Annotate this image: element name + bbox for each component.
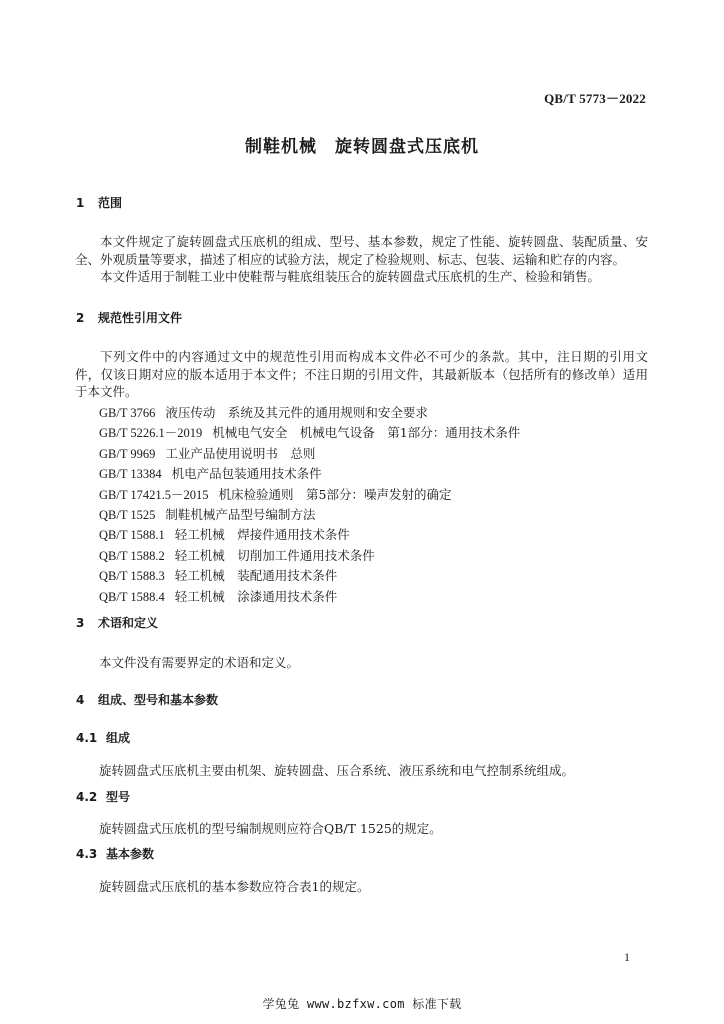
section-title: 术语和定义	[98, 616, 159, 630]
reference-title: 轻工机械 涂漆通用技术条件	[174, 588, 338, 604]
section-number: 4	[76, 693, 85, 707]
reference-item	[99, 403, 520, 423]
standard-number: QB/T 5773－2022	[544, 91, 646, 106]
reference-title: 机电产品包装通用技术条件	[171, 466, 322, 482]
reference-code: QB/T 1588.4	[99, 589, 165, 604]
subsection-number: 4.3	[76, 847, 98, 861]
reference-item	[99, 525, 520, 545]
section-1-heading	[76, 194, 122, 211]
basic-parameters-text: 旋转圆盘式压底机的基本参数应符合表1的规定。	[99, 879, 370, 894]
normative-references-intro: 下列文件中的内容通过文中的规范性引用而构成本文件必不可少的条款。其中，注日期的引用文件，仅该日期对应的版本适用于本文件；不注日期的引用文件，其最新版本（包括所有的修改单）适用于本文件。	[75, 349, 648, 399]
reference-code: QB/T 1588.2	[99, 548, 165, 563]
reference-title: 机械电气安全 机械电气设备 第1部分：通用技术条件	[212, 425, 521, 441]
subsection-title: 基本参数	[106, 847, 155, 861]
reference-code: QB/T 1588.1	[99, 528, 165, 543]
reference-item	[99, 566, 520, 586]
reference-title: 轻工机械 切削加工件通用技术条件	[174, 547, 375, 563]
reference-item	[99, 423, 520, 443]
reference-code: QB/T 1525	[99, 508, 156, 523]
section-number: 3	[76, 616, 85, 630]
document-title: 制鞋机械 旋转圆盘式压底机	[245, 137, 479, 157]
section-4-heading	[76, 691, 218, 708]
reference-item	[99, 485, 520, 505]
subsection-title: 组成	[106, 731, 131, 745]
reference-item	[99, 444, 520, 464]
reference-item	[99, 546, 520, 566]
page-number: 1	[624, 950, 630, 964]
section-2-heading	[76, 309, 182, 326]
reference-list	[99, 403, 520, 607]
reference-title: 轻工机械 焊接件通用技术条件	[174, 527, 350, 543]
reference-code: GB/T 5226.1－2019	[99, 426, 203, 441]
reference-title: 轻工机械 装配通用技术条件	[174, 568, 338, 584]
reference-item	[99, 464, 520, 484]
reference-code: GB/T 3766	[99, 406, 156, 420]
subsection-title: 型号	[106, 790, 131, 804]
scope-paragraph-2: 本文件适用于制鞋工业中使鞋帮与鞋底组装压合的旋转圆盘式压底机的生产、检验和销售。	[100, 269, 601, 284]
section-number: 1	[76, 196, 85, 210]
reference-title: 机床检验通则 第5部分：噪声发射的确定	[218, 486, 452, 502]
subsection-number: 4.1	[76, 731, 98, 745]
section-number: 2	[76, 311, 85, 325]
reference-code: GB/T 17421.5－2015	[99, 487, 209, 502]
section-3-heading	[76, 614, 158, 631]
subsection-number: 4.2	[76, 790, 98, 804]
section-title: 范围	[98, 196, 123, 210]
subsection-4-2-heading	[76, 788, 130, 805]
composition-text: 旋转圆盘式压底机主要由机架、旋转圆盘、压合系统、液压系统和电气控制系统组成。	[99, 763, 575, 778]
section-title: 规范性引用文件	[98, 311, 183, 325]
subsection-4-3-heading	[76, 845, 154, 862]
scope-paragraph-1: 本文件规定了旋转圆盘式压底机的组成、型号、基本参数，规定了性能、旋转圆盘、装配质量、安全、外观质量等要求，描述了相应的试验方法，规定了检验规则、标志、包装、运输和贮存的内容。	[75, 234, 648, 267]
reference-code: QB/T 1588.3	[99, 569, 165, 584]
footer-watermark: 学兔兔 www.bzfxw.com 标准下载	[262, 997, 462, 1011]
reference-title: 工业产品使用说明书 总则	[165, 445, 316, 461]
reference-code: GB/T 13384	[99, 467, 162, 482]
model-text: 旋转圆盘式压底机的型号编制规则应符合QB/T 1525的规定。	[99, 821, 442, 836]
section-title: 组成、型号和基本参数	[98, 693, 219, 707]
reference-item	[99, 587, 520, 607]
reference-item	[99, 505, 520, 525]
terms-text: 本文件没有需要界定的术语和定义。	[99, 655, 300, 670]
subsection-4-1-heading	[76, 729, 130, 746]
reference-title: 制鞋机械产品型号编制方法	[165, 507, 316, 523]
reference-code: GB/T 9969	[99, 446, 156, 461]
reference-title: 液压传动 系统及其元件的通用规则和安全要求	[165, 405, 428, 420]
